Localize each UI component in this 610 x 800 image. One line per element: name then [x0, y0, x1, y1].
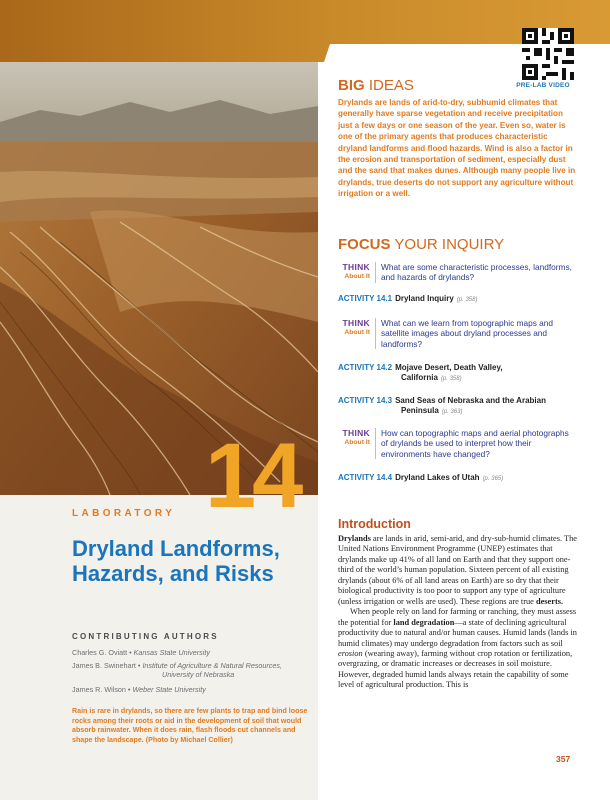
chapter-number: 14	[205, 425, 300, 527]
author-swinehart: James B. Swinehart • Institute of Agriculture & Natural Resources, University of Nebraska	[72, 661, 282, 680]
contributing-authors-heading: CONTRIBUTING AUTHORS	[72, 632, 219, 641]
qr-code[interactable]	[522, 28, 574, 80]
think-question-3: How can topographic maps and aerial photographs of drylands be used to interpret how their environments have changed?	[375, 428, 575, 459]
introduction-text: Drylands are lands in arid, semi-arid, and dry-sub-humid climates. The United Nations Environment Programme (UNEP) estimates that drylands make up 41% of all land on Earth and that they support one-third of the world’s human population. Sixteen percent of all existing drylands (about 6% of all land areas on Earth) are so dry that their biological productivity is too poor to support any type of agriculture (unless irrigation or wells are used). These regions are true deserts. When people rely on land for farming or ranching, they must assess the potential for land degradation—a state of declining agricultural productivity due to natural and/or human causes. Humid lands (lands in humid climates) may undergo degradation from factors such as soil erosion (wearing away), farming without crop rotation or fertilization, overgrazing, or dramatic increases or decreases in soil moisture. However, degraded humid lands always retain the capability of some level of agricultural production. This is	[338, 534, 577, 690]
page-number: 357	[556, 754, 571, 764]
big-ideas-heading: BIG IDEAS	[338, 77, 414, 94]
introduction-heading: Introduction	[338, 517, 411, 531]
think-question-1: What are some characteristic processes, landforms, and hazards of drylands?	[375, 262, 575, 283]
activity-14-2[interactable]: ACTIVITY 14.2 Mojave Desert, Death Valley, California (p. 358)	[338, 363, 503, 382]
activity-14-4[interactable]: ACTIVITY 14.4 Dryland Lakes of Utah (p. 365)	[338, 473, 504, 482]
photo-caption: Rain is rare in drylands, so there are few plants to trap and bind loose rocks among their roots or aid in the development of soil that would absorb rainwater. When it does rain, flash floods cut channels and shape the landscape. (Photo by Michael Collier)	[72, 707, 308, 744]
qr-label: PRE-LAB VIDEO	[516, 82, 570, 89]
activity-14-1[interactable]: ACTIVITY 14.1 Dryland Inquiry (p. 358)	[338, 294, 478, 303]
activity-14-3[interactable]: ACTIVITY 14.3 Sand Seas of Nebraska and the Arabian Peninsula (p. 363)	[338, 396, 546, 415]
author-oviatt: Charles G. Oviatt • Kansas State University	[72, 648, 210, 657]
author-wilson: James R. Wilson • Weber State University	[72, 685, 206, 694]
focus-heading: FOCUS YOUR INQUIRY	[338, 236, 505, 253]
big-ideas-text: Drylands are lands of arid-to-dry, subhumid climates that generally have sparse vegetation and receive precipitation just a few days or one season of the year. Even so, water is one of the primary agents that produces characteristic dryland landforms and flood hazards. Wind is also a factor in the erosion and transportation of sediment, especially dust and the sand that makes dunes. Although many people live in drylands, true deserts do not support any agriculture without irrigation or a well.	[338, 98, 576, 199]
chapter-title: Dryland Landforms, Hazards, and Risks	[72, 536, 280, 586]
laboratory-label: LABORATORY	[72, 508, 176, 519]
think-question-2: What can we learn from topographic maps and satellite images about dryland processes and landforms?	[375, 318, 575, 349]
